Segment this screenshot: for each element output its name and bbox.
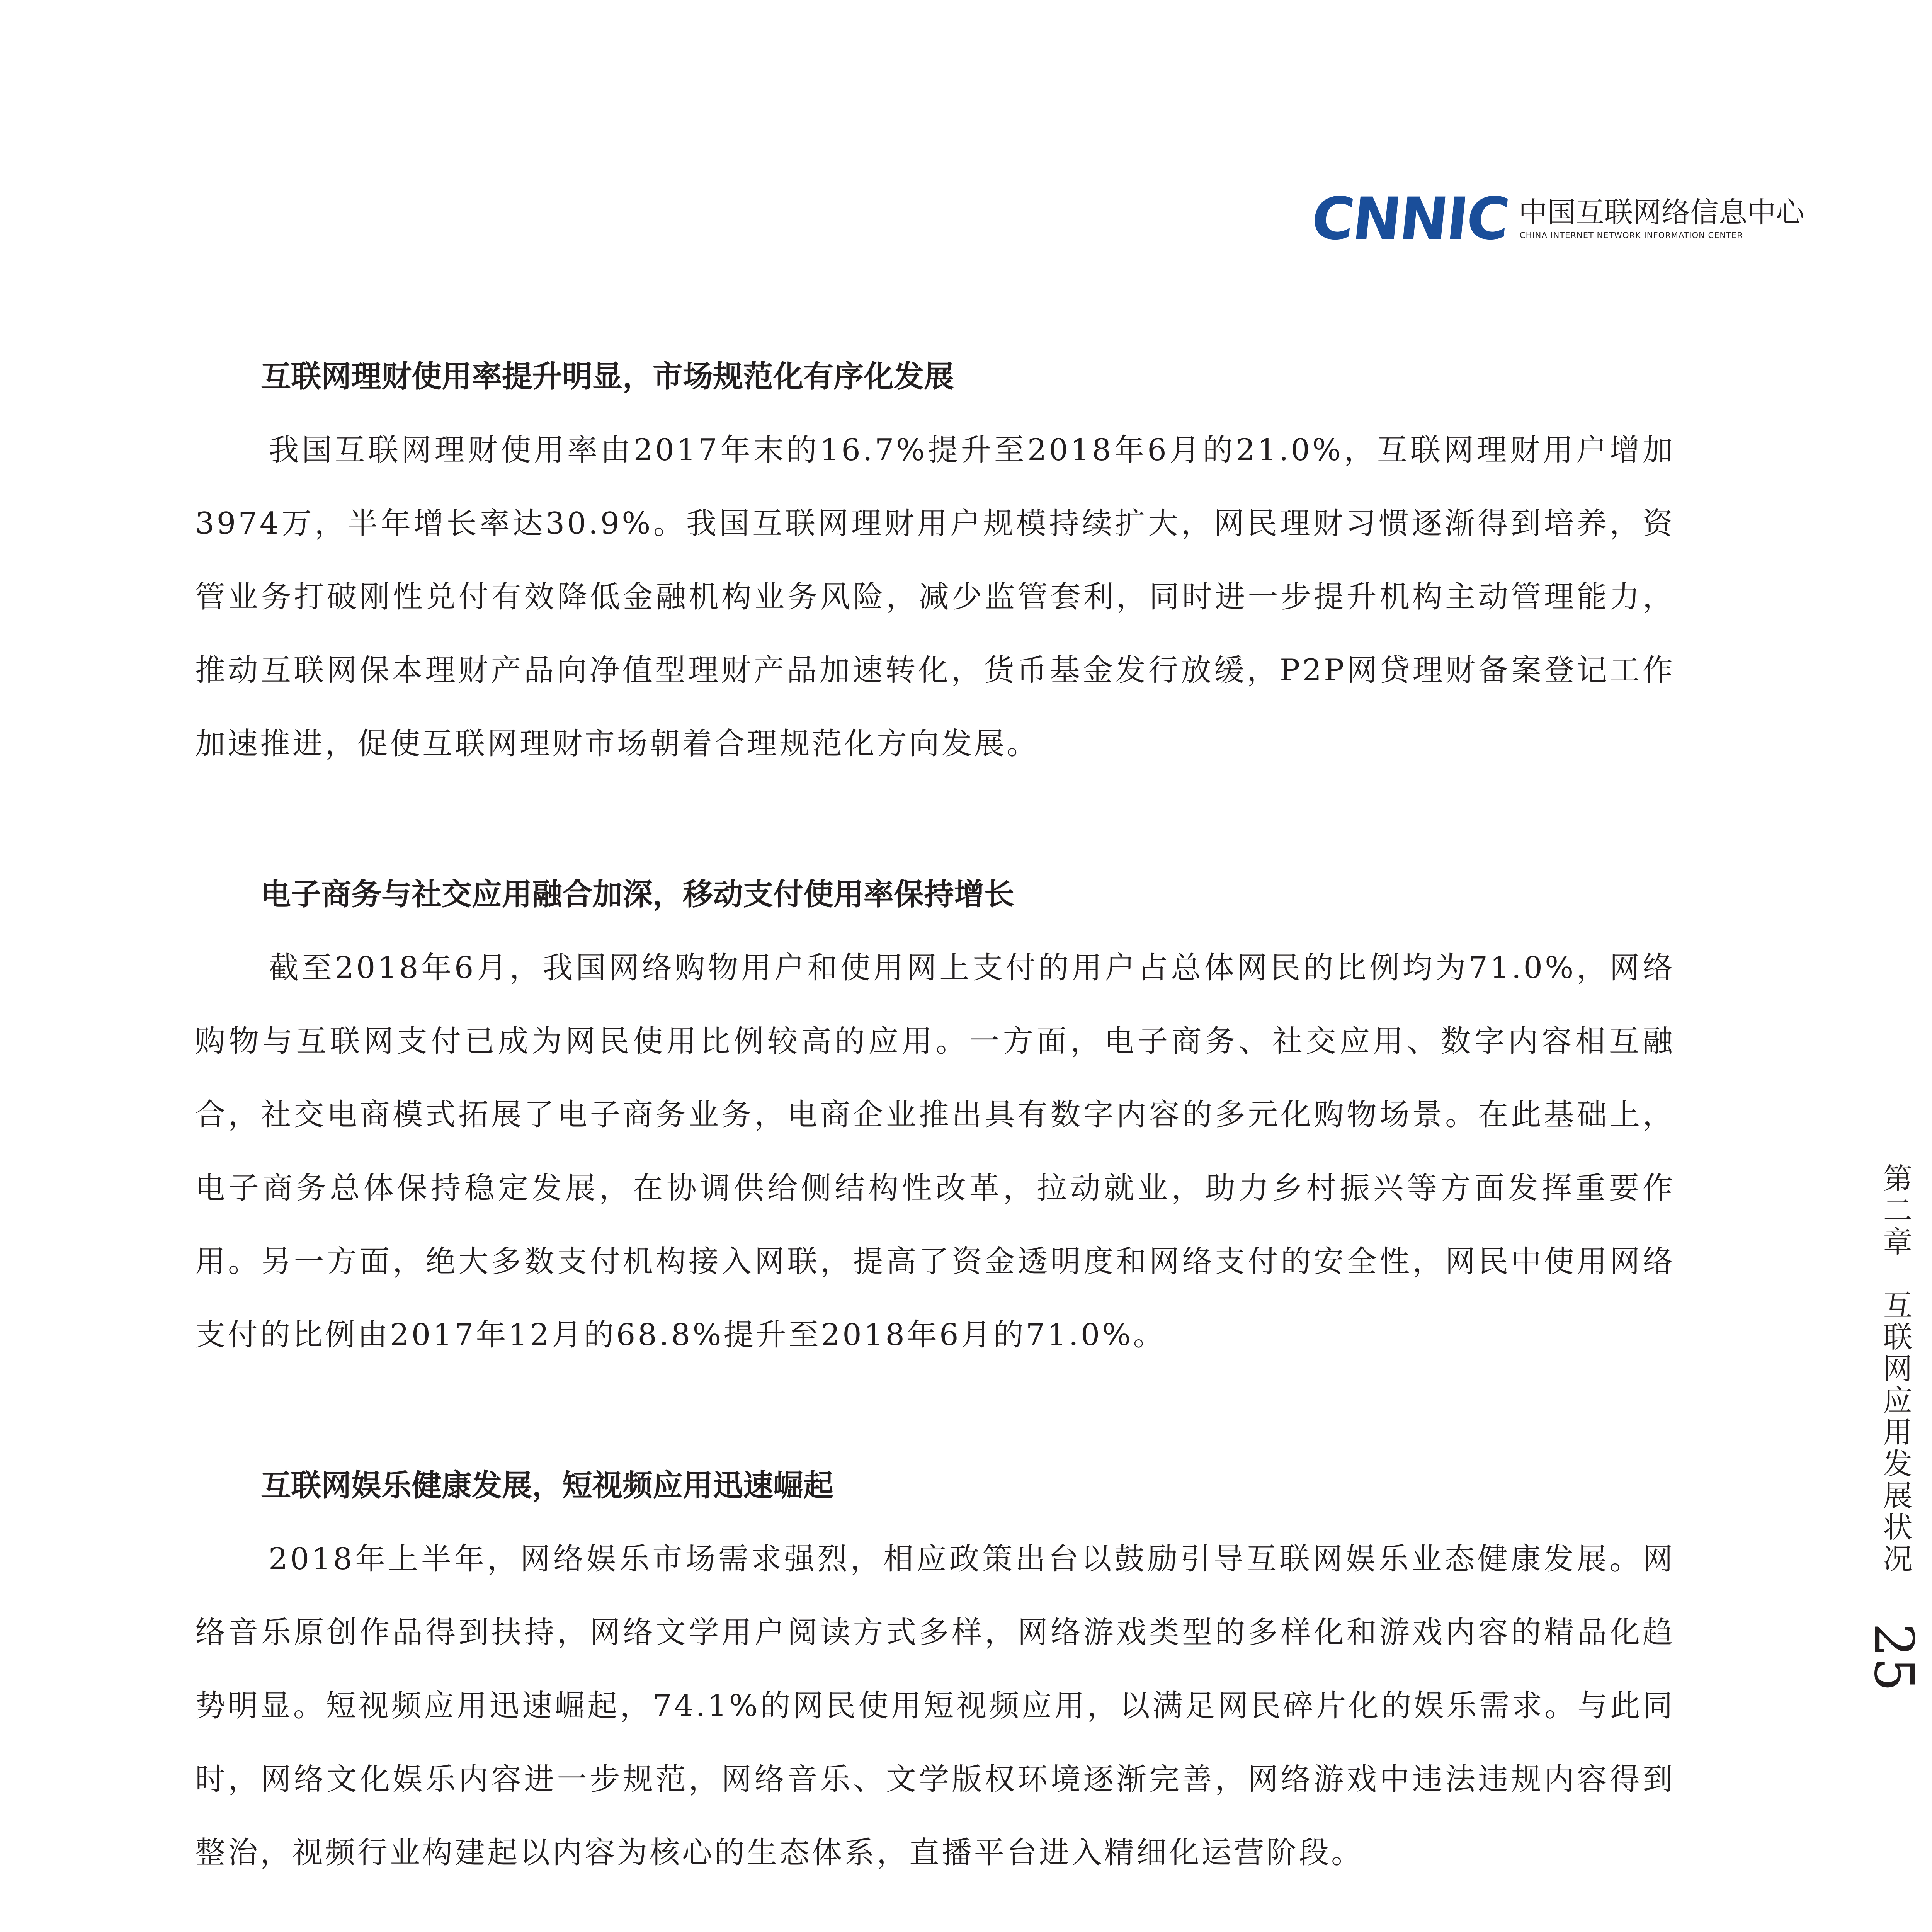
org-name-cn: 中国互联网络信息中心 bbox=[1519, 196, 1804, 229]
section-heading: 互联网娱乐健康发展，短视频应用迅速崛起 bbox=[261, 1468, 834, 1503]
section-body: 2018年上半年，网络娱乐市场需求强烈，相应政策出台以鼓励引导互联网娱乐业态健康发展。网络音乐原创作品得到扶持，网络文学用户阅读方式多样，网络游戏类型的多样化和游戏内容的精品化趋势明显。短视频应用迅速崛起，74.1%的网民使用短视频应用，以满足网民碎片化的娱乐需求。与此同时，网络文化娱乐内容进一步规范，网络音乐、文学版权环境逐渐完善，网络游戏中违法违规内容得到整治，视频行业构建起以内容为核心的生态体系，直播平台进入精细化运营阶段。 bbox=[195, 1542, 1675, 1870]
section-heading: 互联网理财使用率提升明显，市场规范化有序化发展 bbox=[261, 359, 954, 394]
section-internet-entertainment bbox=[195, 1449, 1675, 1889]
section-heading: 电子商务与社交应用融合加深，移动支付使用率保持增长 bbox=[261, 877, 1015, 912]
logo-mark: CNNIC bbox=[1308, 185, 1512, 253]
cnnic-logo bbox=[1308, 185, 1909, 253]
org-name-en: CHINA INTERNET NETWORK INFORMATION CENTER bbox=[1520, 231, 1743, 240]
section-ecommerce-payment bbox=[195, 858, 1675, 1372]
main-content bbox=[195, 340, 1675, 1932]
section-internet-finance bbox=[195, 340, 1675, 781]
section-body: 我国互联网理财使用率由2017年末的16.7%提升至2018年6月的21.0%，互联网理财用户增加3974万，半年增长率达30.9%。我国互联网理财用户规模持续扩大，网民理财习惯逐渐得到培养，资管业务打破刚性兑付有效降低金融机构业务风险，减少监管套利，同时进一步提升机构主动管理能力，推动互联网保本理财产品向净值型理财产品加速转化，货币基金发行放缓，P2P网贷理财备案登记工作加速推进，促使互联网理财市场朝着合理规范化方向发展。 bbox=[195, 433, 1675, 761]
section-body: 截至2018年6月，我国网络购物用户和使用网上支付的用户占总体网民的比例均为71.0%，网络购物与互联网支付已成为网民使用比例较高的应用。一方面，电子商务、社交应用、数字内容相互融合，社交电商模式拓展了电子商务业务，电商企业推出具有数字内容的多元化购物场景。在此基础上，电子商务总体保持稳定发展，在协调供给侧结构性改革，拉动就业，助力乡村振兴等方面发挥重要作用。另一方面，绝大多数支付机构接入网联，提高了资金透明度和网络支付的安全性，网民中使用网络支付的比例由2017年12月的68.8%提升至2018年6月的71.0%。 bbox=[195, 951, 1675, 1352]
chapter-side-title: 第二章 互联网应用发展状况 bbox=[1878, 1163, 1913, 1575]
page-number: 25 bbox=[1862, 1623, 1925, 1692]
